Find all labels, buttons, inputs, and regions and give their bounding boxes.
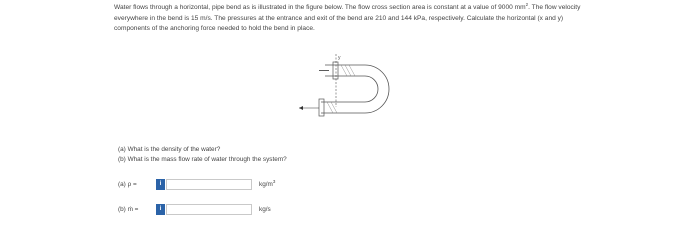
question-a: (a) What is the density of the water? [118,146,221,153]
questions [118,145,287,165]
bend-inner [365,76,378,102]
density-unit [259,178,276,188]
bend-outer [365,65,389,113]
mass-flow-label: (b) ṁ = [118,205,139,213]
y-axis-label: y [338,55,341,61]
problem-statement [114,3,589,35]
density-info-button[interactable]: i [156,179,165,190]
problem-text-1-superscript: 2 [525,1,529,7]
mass-flow-info-button[interactable]: i [156,204,165,215]
lower-pipe [321,102,365,113]
density-label: (a) ρ = [118,180,137,188]
problem-card [104,0,604,226]
problem-text-2: . The flow velocity everywhere in the bend is 15 m/s. The pressures at the entrance and exit of the bend are 210 and 144 kPa, respectively. Calculate the horizontal (x and y) components of the anchoring force needed to hold the bend in place. [114,4,581,32]
lower-hatch [327,102,337,113]
density-unit-text: kg/m [259,180,273,188]
upper-hatch [341,65,355,76]
pipe-bend-figure [289,52,399,132]
answer-row-density [118,177,275,191]
mass-flow-input[interactable] [166,204,252,215]
x-axis-arrowhead [299,106,303,110]
problem-text-1: Water flows through a horizontal, pipe bend as is illustrated in the figure below. The flow cross section area is constant at a value of 9000 mm [114,4,526,11]
density-unit-superscript: 3 [272,178,276,184]
mass-flow-unit: kg/s [259,205,271,213]
density-input[interactable] [166,179,252,190]
answer-row-mass-flow [118,202,271,216]
lower-flange [319,99,324,116]
upper-flange [333,62,338,79]
question-b: (b) What is the mass flow rate of water through the system? [118,156,287,163]
upper-pipe [325,65,365,76]
